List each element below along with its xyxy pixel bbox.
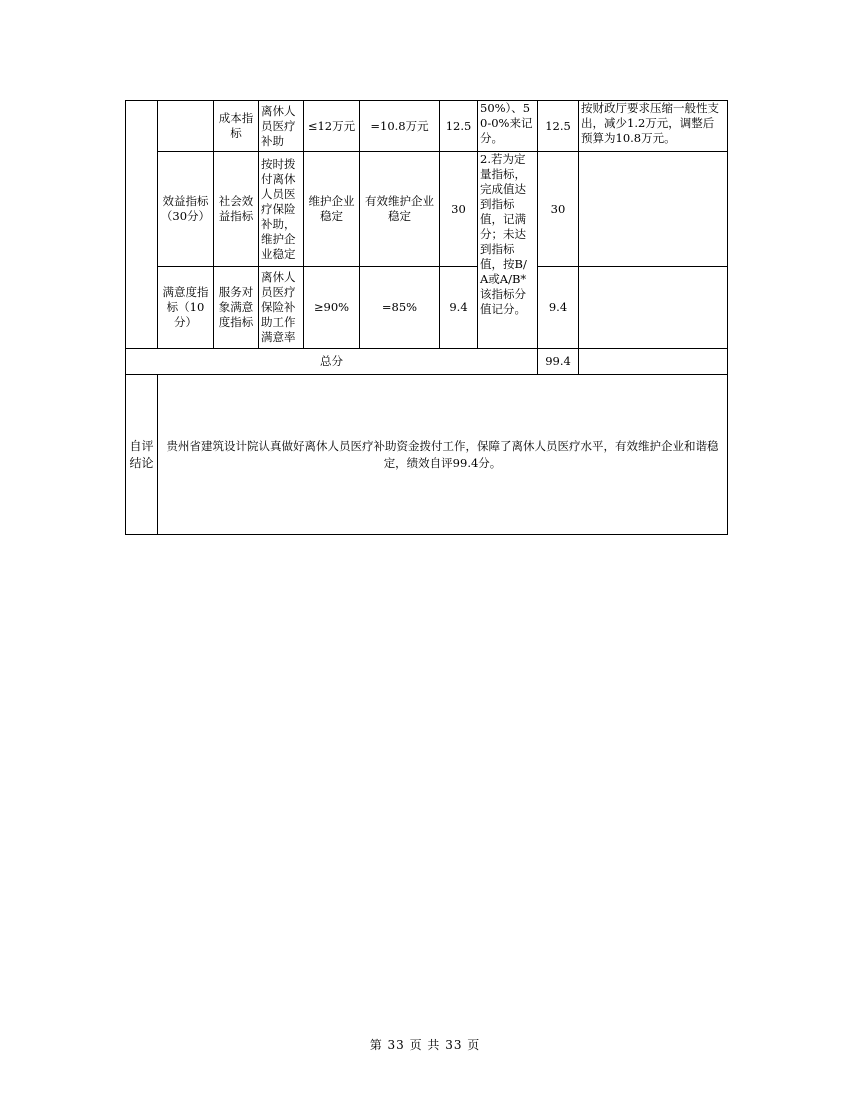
total-label: 总分 [126,349,538,375]
actual-value: =85% [360,267,440,349]
deviation-reason-empty [579,267,728,349]
secondary-indicator: 服务对象满意度指标 [214,267,259,349]
primary-indicator: 满意度指标（10分） [158,267,214,349]
tertiary-indicator: 离休人员医疗补助 [259,101,304,152]
total-empty [579,349,728,375]
scoring-note-bottom: 2.若为定量指标，完成值达到指标值，记满分；未达到指标值，按B/A或A/B*该指标分值记分。 [478,152,538,349]
deviation-reason-empty [579,152,728,267]
target-value: ≥90% [304,267,360,349]
satisfaction-row [126,267,728,349]
benefit-row [126,152,728,267]
total-score: 99.4 [538,349,579,375]
performance-table [125,100,728,535]
conclusion-row [126,375,728,535]
target-value: 维护企业稳定 [304,152,360,267]
primary-indicator: 效益指标（30分） [158,152,214,267]
secondary-indicator: 成本指标 [214,101,259,152]
score-value: 30 [538,152,579,267]
weight-value: 9.4 [440,267,478,349]
scoring-note-top: 50%）、50-0%来记分。 [478,101,538,152]
total-row [126,349,728,375]
score-value: 12.5 [538,101,579,152]
cost-row [126,101,728,152]
conclusion-text: 贵州省建筑设计院认真做好离休人员医疗补助资金拨付工作，保障了离休人员医疗水平，有效维护企业和谐稳定，绩效自评99.4分。 [158,375,728,535]
score-value: 9.4 [538,267,579,349]
page-footer: 第 33 页 共 33 页 [369,1038,481,1052]
weight-value: 30 [440,152,478,267]
tertiary-indicator: 按时拨付离休人员医疗保险补助，维护企业稳定 [259,152,304,267]
tertiary-indicator: 离休人员医疗保险补助工作满意率 [259,267,304,349]
actual-value: 有效维护企业稳定 [360,152,440,267]
actual-value: =10.8万元 [360,101,440,152]
conclusion-label: 自评结论 [126,375,158,535]
deviation-reason: 按财政厅要求压缩一般性支出，减少1.2万元，调整后预算为10.8万元。 [579,101,728,152]
primary-indicator-cell [158,101,214,152]
secondary-indicator: 社会效益指标 [214,152,259,267]
target-value: ≤12万元 [304,101,360,152]
dimension-cell [126,101,158,349]
weight-value: 12.5 [440,101,478,152]
